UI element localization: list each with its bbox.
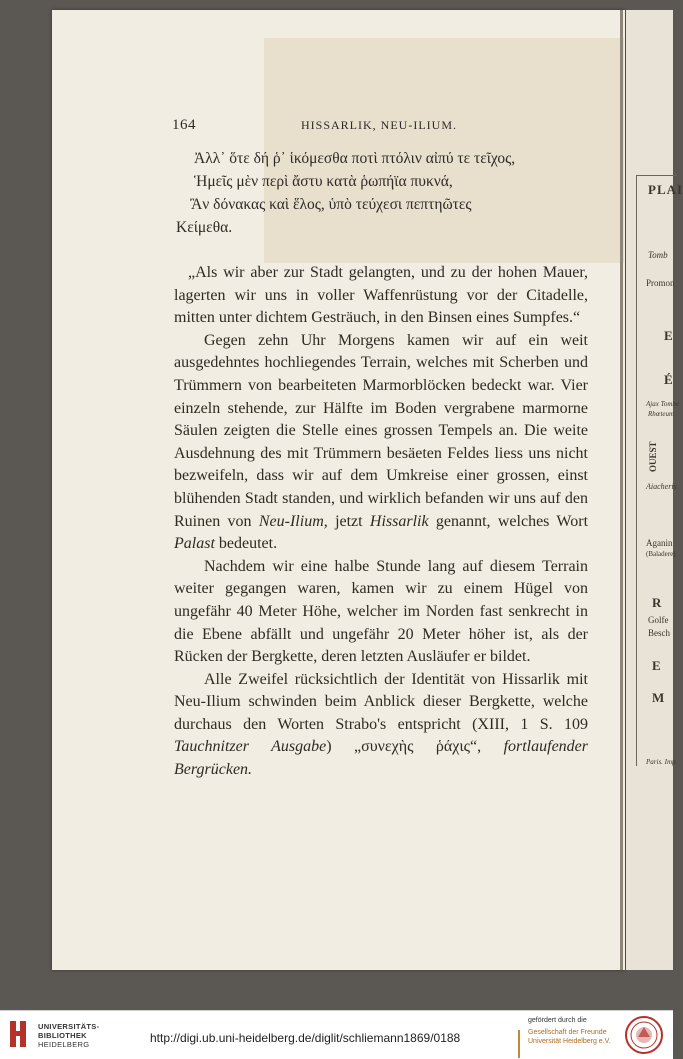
running-title: HISSARLIK, NEU-ILIUM. bbox=[301, 118, 457, 132]
map-label: Aiacheris bbox=[646, 482, 677, 491]
map-label: Ajax Tombe bbox=[646, 400, 679, 408]
page-number: 164 bbox=[172, 117, 196, 133]
italic-term: fortlaufender Bergrücken. bbox=[174, 738, 588, 779]
map-letter: E bbox=[664, 328, 674, 343]
paragraph bbox=[174, 262, 588, 330]
map-label: Promon bbox=[646, 278, 675, 288]
paragraph bbox=[174, 330, 588, 556]
library-logo-icon[interactable] bbox=[8, 1019, 30, 1049]
map-label: (Baladere) bbox=[646, 550, 676, 558]
map-letter: É bbox=[664, 372, 674, 387]
paragraph-text: Gegen zehn Uhr Morgens kamen wir auf ein weit ausgedehntes hochliegendes Terrain, welches mit Scherben und Trümmern von bearbeiteten Marmorblöcken bedeckt war. Vier einzeln stehende, zur Hälfte im Boden vergrabene marmorne Säulen zeigten die Stelle eines grossen Tempels an. Die weite Ausdehnung des mit Trümmern besäeten Feldes liess uns nicht bezweifeln, dass wir auf dem Umkreise einer grossen, einst blühenden Stadt standen, und wirklich befanden wir uns auf den Ruinen von bbox=[174, 331, 588, 530]
map-label: Besch bbox=[648, 628, 670, 638]
paragraph-text: „Als wir aber zur Stadt gelangten, und zu der hohen Mauer, lagerten wir uns in voller Waffenrüstung vor der Citadelle, mitten unter dichtem Gesträuch, in den Binsen eines Sumpfes.“ bbox=[174, 264, 588, 327]
paragraph-text: bedeutet. bbox=[214, 535, 278, 553]
italic-term: Tauchnitzer Ausgabe bbox=[174, 738, 327, 756]
permalink[interactable]: http://digi.ub.uni-heidelberg.de/diglit/schliemann1869/0188 bbox=[150, 1031, 461, 1045]
body-text bbox=[174, 262, 588, 782]
sponsor-label: gefördert durch die bbox=[528, 1017, 587, 1024]
paragraph-text: Alle Zweifel rücksichtlich der Identität von Hissarlik mit Neu-Ilium schwinden beim Anblick dieser Bergkette, welche durchaus den Worten Strabo's entspricht (XIII, 1 S. 109 bbox=[174, 670, 588, 733]
italic-term: Hissarlik bbox=[369, 512, 429, 530]
paragraph-text: jetzt bbox=[327, 512, 370, 530]
paragraph bbox=[174, 669, 588, 782]
paragraph-text: Nachdem wir eine halbe Stunde lang auf diesem Terrain weiter gegangen waren, kamen wir zu einem Hügel von ungefähr 40 Meter Höhe, welcher im Norden fast senkrecht in die Ebene abfällt und ungefähr 20 Meter höher ist, als der Rücken der Bergkette, deren letzten Ausläufer er bildet. bbox=[174, 557, 588, 666]
map-label: Golfe bbox=[648, 615, 669, 625]
map-header: PLAI bbox=[648, 182, 683, 197]
map-letter: E bbox=[652, 658, 662, 673]
greek-line: Ἡμεῖς μὲν περὶ ἄστυ κατὰ ῥωπήϊα πυκνά, bbox=[194, 173, 453, 190]
sponsor-divider bbox=[518, 1030, 520, 1058]
footer-bar bbox=[0, 1010, 673, 1059]
university-seal-icon[interactable] bbox=[624, 1015, 664, 1055]
sponsor-block bbox=[528, 1016, 616, 1046]
library-name-line: UNIVERSITÄTS- bbox=[38, 1022, 100, 1031]
paragraph-text: genannt, welches Wort bbox=[428, 512, 589, 530]
italic-term: Neu-Ilium, bbox=[258, 512, 328, 530]
paragraph-text: ) „συνεχὴς ῥάχις“, bbox=[326, 738, 504, 756]
paragraph bbox=[174, 556, 588, 669]
map-letter: R bbox=[652, 595, 663, 610]
map-label: Rhœteum bbox=[648, 410, 675, 418]
italic-term: Palast bbox=[174, 535, 215, 553]
greek-quote bbox=[176, 147, 580, 239]
library-name-line: BIBLIOTHEK bbox=[38, 1031, 87, 1040]
running-head bbox=[172, 117, 586, 137]
map-label: Aganin bbox=[646, 538, 673, 548]
map-vertical-label: OUEST bbox=[648, 441, 658, 472]
sponsor-name: Universität Heidelberg e.V. bbox=[528, 1038, 611, 1045]
greek-line: Ἂν δόνακας καὶ ἕλος, ὑπὸ τεύχεσι πεπτηῶτες bbox=[190, 196, 472, 213]
sponsor-name: Gesellschaft der Freunde bbox=[528, 1029, 607, 1036]
library-name-line: HEIDELBERG bbox=[38, 1040, 90, 1049]
adjacent-page-fragment bbox=[626, 10, 683, 970]
library-name bbox=[38, 1022, 99, 1049]
map-letter: M bbox=[652, 690, 666, 705]
map-label: Tomb bbox=[648, 250, 668, 260]
map-label: Paris. Imp. bbox=[646, 758, 678, 766]
greek-line: Ἀλλ᾽ ὅτε δή ῥ᾽ ἱκόμεσθα ποτὶ πτόλιν αἰπύ τε τεῖχος, bbox=[194, 150, 516, 167]
greek-line: Κείμεθα. bbox=[176, 219, 233, 236]
page-edge bbox=[620, 10, 623, 970]
